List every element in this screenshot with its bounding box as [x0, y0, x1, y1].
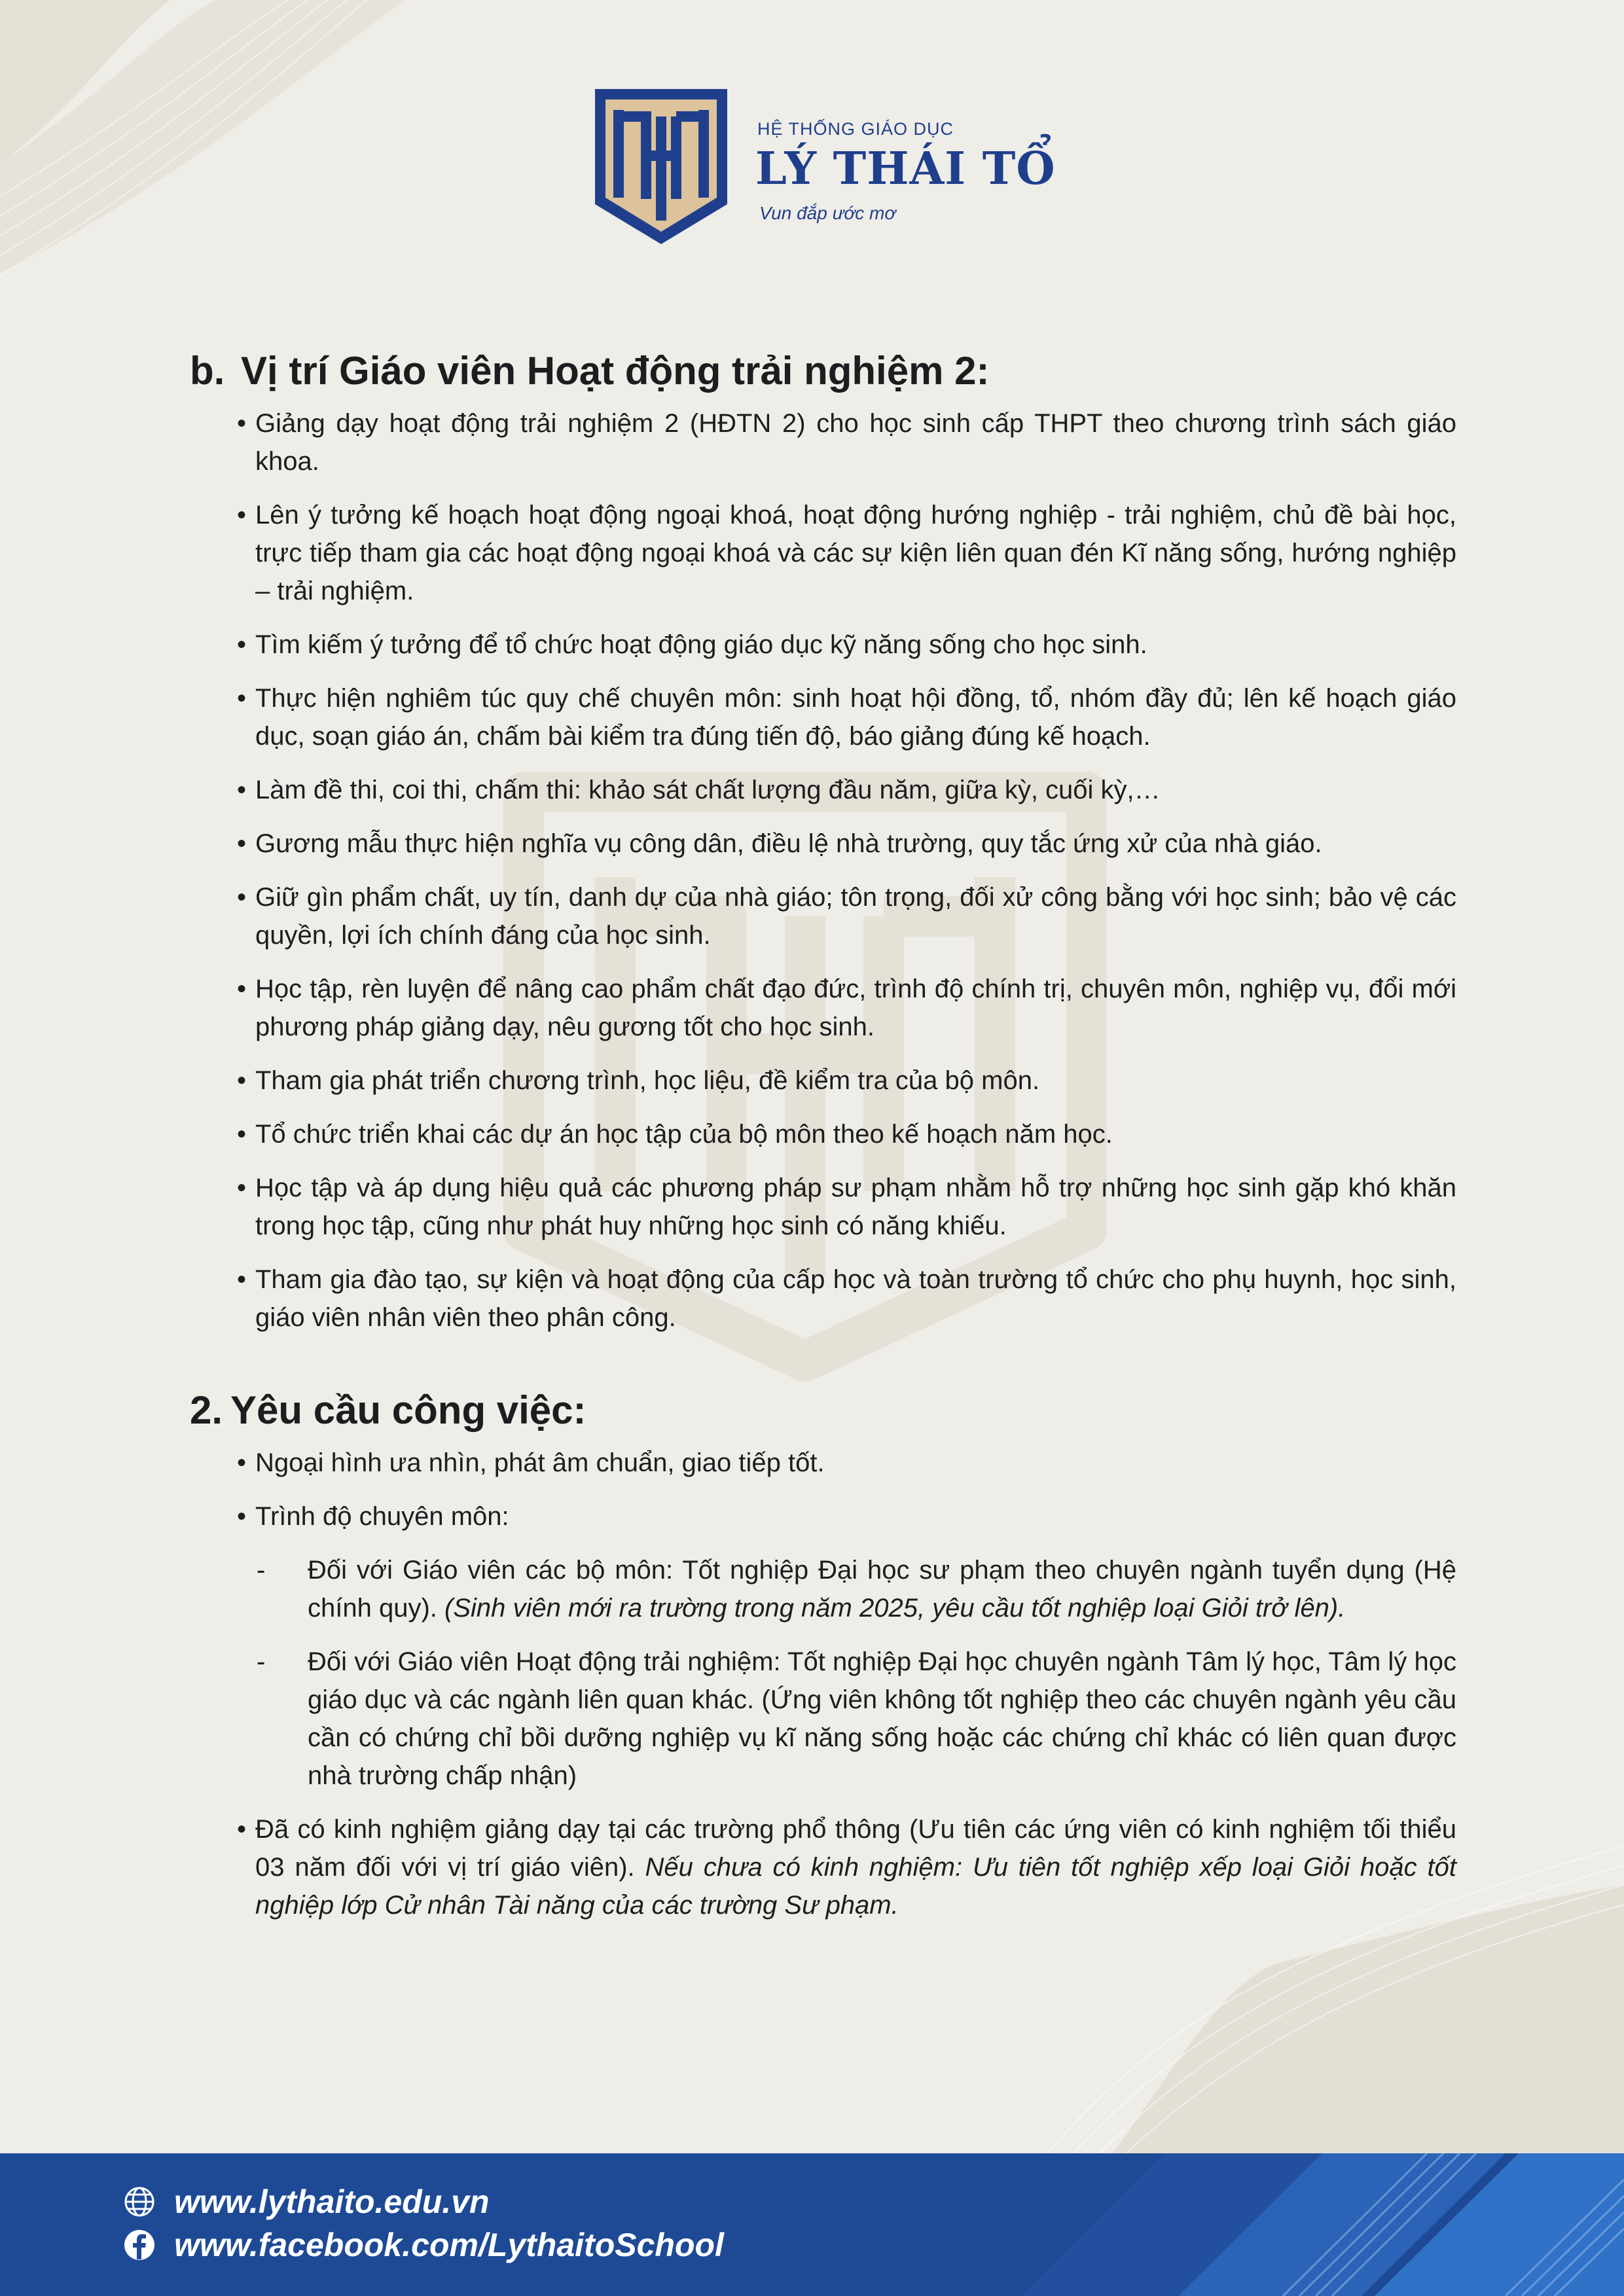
job-requirements-list — [190, 1444, 1456, 1924]
section-2-heading — [190, 1388, 1456, 1432]
list-item: • Tìm kiếm ý tưởng để tổ chức hoạt động giáo dục kỹ năng sống cho học sinh. — [237, 630, 1147, 659]
list-item: • Tham gia phát triển chương trình, học liệu, đề kiểm tra của bộ môn. — [237, 1066, 1040, 1095]
footer-website[interactable] — [123, 2182, 490, 2221]
section-b-heading — [190, 349, 1456, 393]
list-item: • Đã có kinh nghiệm giảng dạy tại các trường phổ thông (Ưu tiên các ứng viên có kinh nghiệm tối thiểu 03 năm đối với vị trí giáo viên). Nếu chưa có kinh nghiệm: Ưu tiên tốt nghiệp xếp loại Giỏi hoặc tốt nghiệp lớp Cử nhân Tài năng của các trường Sư phạm. — [237, 1815, 1456, 1920]
list-item: • Tổ chức triển khai các dự án học tập của bộ môn theo kế hoạch năm học. — [237, 1120, 1113, 1149]
section-b-title: Vị trí Giáo viên Hoạt động trải nghiệm 2: — [241, 349, 990, 393]
school-name: LÝ THÁI TỔ — [755, 143, 1056, 195]
list-item: • Làm đề thi, coi thi, chấm thi: khảo sát chất lượng đầu năm, giữa kỳ, cuối kỳ,… — [237, 776, 1161, 804]
facebook-icon — [123, 2229, 156, 2261]
facebook-link[interactable]: www.facebook.com/LythaitoSchool — [174, 2227, 724, 2263]
list-item: • Tham gia đào tạo, sự kiện và hoạt động của cấp học và toàn trường tổ chức cho phụ huynh, học sinh, giáo viên nhân viên theo phân công. — [237, 1265, 1456, 1332]
document-body — [190, 349, 1456, 1940]
shield-logo-icon — [592, 86, 730, 247]
globe-icon — [123, 2185, 156, 2218]
section-2-title: Yêu cầu công việc: — [230, 1388, 586, 1432]
section-b-number: b. — [190, 349, 225, 393]
list-item: • Giữ gìn phẩm chất, uy tín, danh dự của nhà giáo; tôn trọng, đối xử công bằng với học sinh; bảo vệ các quyền, lợi ích chính đáng của học sinh. — [237, 883, 1456, 950]
list-item: • Ngoại hình ưa nhìn, phát âm chuẩn, giao tiếp tốt. — [237, 1448, 825, 1477]
footer-bar — [0, 2153, 1624, 2296]
qualification-sublist — [255, 1551, 1456, 1795]
list-item: • Trình độ chuyên môn: - Đối với Giáo viên các bộ môn: Tốt nghiệp Đại học sư phạm theo chuyên ngành tuyển dụng (Hệ chính quy). (Sinh viên mới ra trường trong năm 2025, yêu cầu tốt nghiệp loại Giỏi trở lên). - Đối với Giáo viên Hoạt động trải nghiệm: Tốt nghiệp Đại học chuyên ngành Tâm lý học, Tâm lý học giáo dục và các ngành liên quan khác. (Ứng viên không tốt nghiệp theo các chuyên ngành yêu cầu cần có chứng chỉ bồi dưỡng nghiệp vụ kĩ năng sống hoặc các chứng chỉ khác có liên quan được nhà trường chấp nhận) — [255, 1498, 1456, 1795]
list-item: • Học tập và áp dụng hiệu quả các phương pháp sư phạm nhằm hỗ trợ những học sinh gặp khó khăn trong học tập, cũng như phát huy những học sinh có năng khiếu. — [237, 1174, 1456, 1240]
footer-facebook[interactable] — [123, 2225, 724, 2265]
list-item: • Học tập, rèn luyện để nâng cao phẩm chất đạo đức, trình độ chính trị, chuyên môn, nghiệp vụ, đổi mới phương pháp giảng dạy, nêu gương tốt cho học sinh. — [237, 975, 1456, 1041]
list-item: • Lên ý tưởng kế hoạch hoạt động ngoại khoá, hoạt động hướng nghiệp - trải nghiệm, chủ đề bài học, trực tiếp tham gia các hoạt động ngoại khoá và các sự kiện liên quan đén Kĩ năng sống, hướng nghiệp – trải nghiệm. — [237, 501, 1456, 605]
list-item: - Đối với Giáo viên Hoạt động trải nghiệm: Tốt nghiệp Đại học chuyên ngành Tâm lý học, Tâm lý học giáo dục và các ngành liên quan khác. (Ứng viên không tốt nghiệp theo các chuyên ngành yêu cầu cần có chứng chỉ bồi dưỡng nghiệp vụ kĩ năng sống hoặc các chứng chỉ khác có liên quan được nhà trường chấp nhận) — [257, 1647, 1456, 1790]
school-tagline: Vun đắp ước mơ — [759, 203, 896, 223]
list-item: • Thực hiện nghiêm túc quy chế chuyên môn: sinh hoạt hội đồng, tổ, nhóm đầy đủ; lên kế hoạch giáo dục, soạn giáo án, chấm bài kiểm tra đúng tiến độ, báo giảng đúng kế hoạch. — [237, 684, 1456, 751]
website-link[interactable]: www.lythaito.edu.vn — [174, 2183, 490, 2220]
school-logo — [592, 86, 1056, 250]
footer-background — [0, 2153, 1624, 2296]
list-item: • Giảng dạy hoạt động trải nghiệm 2 (HĐTN 2) cho học sinh cấp THPT theo chương trình sách giáo khoa. — [237, 409, 1456, 476]
list-item: • Gương mẫu thực hiện nghĩa vụ công dân, điều lệ nhà trường, quy tắc ứng xử của nhà giáo. — [237, 829, 1322, 858]
section-2-number: 2. — [190, 1388, 223, 1432]
logo-kicker: HỆ THỐNG GIÁO DỤC — [757, 119, 954, 139]
section-b-duties-list — [190, 404, 1456, 1336]
list-item: - Đối với Giáo viên các bộ môn: Tốt nghiệp Đại học sư phạm theo chuyên ngành tuyển dụng (Hệ chính quy). (Sinh viên mới ra trường trong năm 2025, yêu cầu tốt nghiệp loại Giỏi trở lên). — [257, 1556, 1456, 1623]
